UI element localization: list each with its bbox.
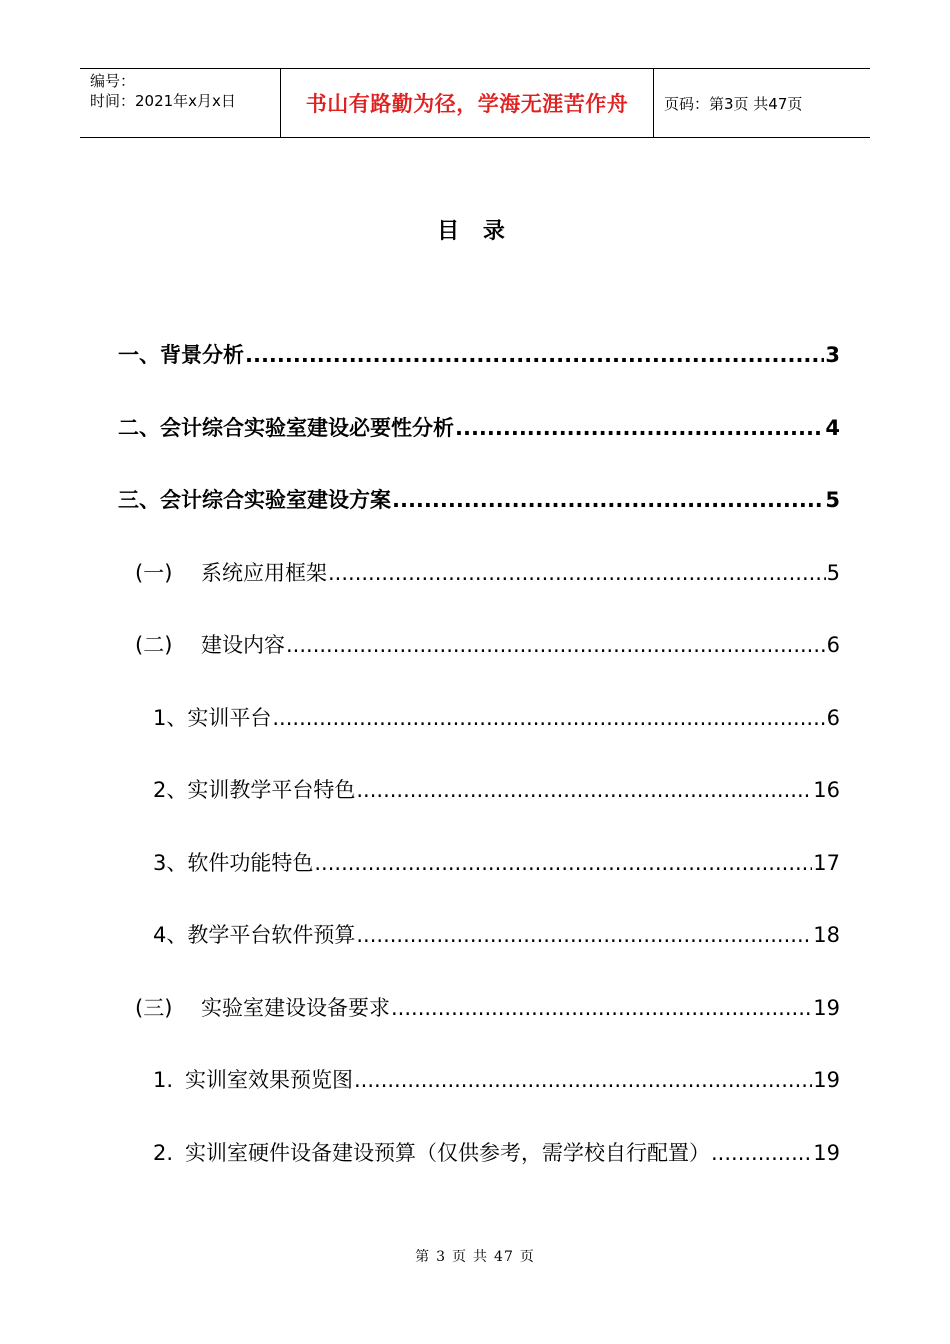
toc-leader-dots: [392, 485, 824, 515]
footer-page-num: 3: [436, 1249, 447, 1265]
header-meta: [80, 69, 281, 137]
toc-entry[interactable]: [118, 485, 840, 515]
toc-entry-page: 6: [826, 633, 840, 657]
footer-page-unit: 页: [452, 1249, 468, 1265]
toc-entry-text: 实训平台: [187, 706, 272, 730]
toc-entry-text: 实训室硬件设备建设预算（仅供参考，需学校自行配置）: [185, 1141, 710, 1165]
toc-entry-number: (二): [135, 633, 173, 657]
toc-entry-number: 2、: [153, 778, 188, 802]
toc-leader-dots: [314, 848, 812, 878]
toc-leader-dots: [328, 558, 826, 588]
toc-entry-text: 系统应用框架: [201, 561, 327, 585]
toc-entry-text: 会计综合实验室建设方案: [160, 488, 391, 512]
toc-entry-number: 三、: [118, 488, 160, 512]
toc-title: 目 录: [437, 219, 513, 244]
toc-entry-page: 19: [813, 996, 840, 1020]
header-page-info: 页码：第3页 共47页: [664, 94, 803, 113]
toc-entry-text: 背景分析: [160, 343, 244, 367]
toc-entry-number: 3、: [153, 851, 188, 875]
toc-entry[interactable]: [135, 630, 840, 660]
toc-leader-dots: [455, 413, 824, 443]
toc-entry-page: 19: [813, 1141, 840, 1165]
footer-page-word: 第: [415, 1249, 431, 1265]
toc-entry-text: 实训教学平台特色: [187, 778, 356, 802]
toc-entry-number: 一、: [118, 343, 160, 367]
toc-leader-dots: [286, 630, 826, 660]
toc-entry[interactable]: [135, 993, 840, 1023]
toc-entry-number: 1.: [153, 1068, 174, 1092]
footer-total-unit: 页: [519, 1249, 535, 1265]
toc-entry-text: 实训室效果预览图: [185, 1068, 353, 1092]
toc-leader-dots: [272, 703, 825, 733]
toc-entry-number: 2.: [153, 1141, 174, 1165]
toc-entry-text: 软件功能特色: [187, 851, 314, 875]
toc-entry-page: 19: [813, 1068, 840, 1092]
toc-entry-page: 3: [825, 343, 840, 367]
toc-entry[interactable]: [153, 1065, 840, 1095]
toc-entry-page: 5: [826, 561, 840, 585]
toc-entry-text: 建设内容: [201, 633, 285, 657]
footer-total-num: 47: [494, 1249, 514, 1265]
toc-entry-page: 4: [825, 416, 840, 440]
toc-entry-number: (一): [135, 561, 173, 585]
toc-leader-dots: [391, 993, 812, 1023]
toc-entry[interactable]: [118, 340, 840, 370]
page-header: [80, 68, 870, 138]
toc-entry[interactable]: [153, 1138, 840, 1168]
toc-entry-page: 16: [813, 778, 840, 802]
toc-entry[interactable]: [153, 848, 840, 878]
toc-entry[interactable]: [118, 413, 840, 443]
toc-entry-page: 5: [825, 488, 840, 512]
toc-entry[interactable]: [153, 920, 840, 950]
toc-entry-number: 4、: [153, 923, 188, 947]
toc-entry-page: 17: [813, 851, 840, 875]
toc-entry-text: 教学平台软件预算: [187, 923, 356, 947]
toc-leader-dots: [245, 340, 824, 370]
footer-total-word: 共: [473, 1249, 489, 1265]
toc-entry-text: 实验室建设设备要求: [201, 996, 390, 1020]
header-number: 编号：: [90, 72, 136, 90]
toc-leader-dots: [711, 1138, 812, 1168]
toc-entry-number: 二、: [118, 416, 160, 440]
toc-leader-dots: [354, 1065, 812, 1095]
toc-entry[interactable]: [153, 703, 840, 733]
toc-entry-text: 会计综合实验室建设必要性分析: [160, 416, 454, 440]
header-motto-cell: [281, 69, 654, 137]
toc-entry-number: 1、: [153, 706, 188, 730]
toc-entry-page: 18: [813, 923, 840, 947]
toc-entry[interactable]: [153, 775, 840, 805]
header-time: 时间：2021年x月x日: [90, 92, 236, 110]
toc-entry-number: (三): [135, 996, 173, 1020]
toc-entry[interactable]: [135, 558, 840, 588]
toc-leader-dots: [356, 920, 812, 950]
toc-entry-page: 6: [826, 706, 840, 730]
toc-leader-dots: [356, 775, 812, 805]
header-motto: 书山有路勤为径，学海无涯苦作舟: [305, 91, 629, 116]
page-footer: [0, 1246, 950, 1266]
